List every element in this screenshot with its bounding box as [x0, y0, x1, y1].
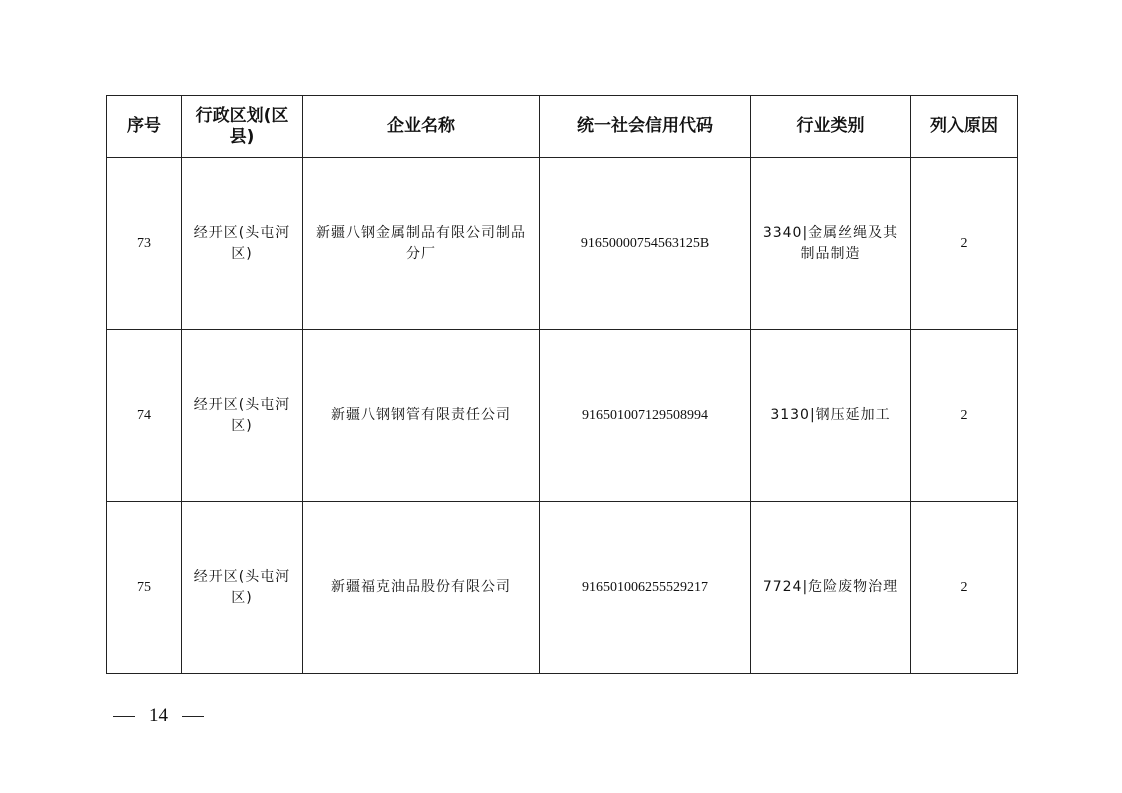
cell-industry: 3130|钢压延加工 — [751, 330, 911, 502]
page-footer — [113, 705, 204, 727]
header-enterprise-name: 企业名称 — [303, 96, 540, 158]
cell-district: 经开区(头屯河区) — [182, 502, 303, 674]
cell-credit-code: 91650000754563125B — [540, 158, 751, 330]
cell-industry: 3340|金属丝绳及其制品制造 — [751, 158, 911, 330]
cell-credit-code: 916501007129508994 — [540, 330, 751, 502]
table-row — [107, 158, 1018, 330]
cell-district: 经开区(头屯河区) — [182, 158, 303, 330]
page-number: 14 — [149, 705, 168, 726]
cell-reason: 2 — [911, 158, 1018, 330]
cell-reason: 2 — [911, 330, 1018, 502]
cell-enterprise-name: 新疆福克油品股份有限公司 — [303, 502, 540, 674]
cell-district: 经开区(头屯河区) — [182, 330, 303, 502]
header-credit-code: 统一社会信用代码 — [540, 96, 751, 158]
header-industry: 行业类别 — [751, 96, 911, 158]
footer-dash-left — [113, 716, 135, 717]
table-header-row — [107, 96, 1018, 158]
table-row — [107, 330, 1018, 502]
header-seq: 序号 — [107, 96, 182, 158]
cell-seq: 74 — [107, 330, 182, 502]
cell-seq: 73 — [107, 158, 182, 330]
cell-industry: 7724|危险废物治理 — [751, 502, 911, 674]
cell-reason: 2 — [911, 502, 1018, 674]
cell-enterprise-name: 新疆八钢钢管有限责任公司 — [303, 330, 540, 502]
cell-seq: 75 — [107, 502, 182, 674]
table-row — [107, 502, 1018, 674]
cell-enterprise-name: 新疆八钢金属制品有限公司制品分厂 — [303, 158, 540, 330]
cell-credit-code: 916501006255529217 — [540, 502, 751, 674]
footer-dash-right — [182, 716, 204, 717]
header-district: 行政区划(区县) — [182, 96, 303, 158]
enterprise-table — [106, 95, 1018, 674]
header-reason: 列入原因 — [911, 96, 1018, 158]
